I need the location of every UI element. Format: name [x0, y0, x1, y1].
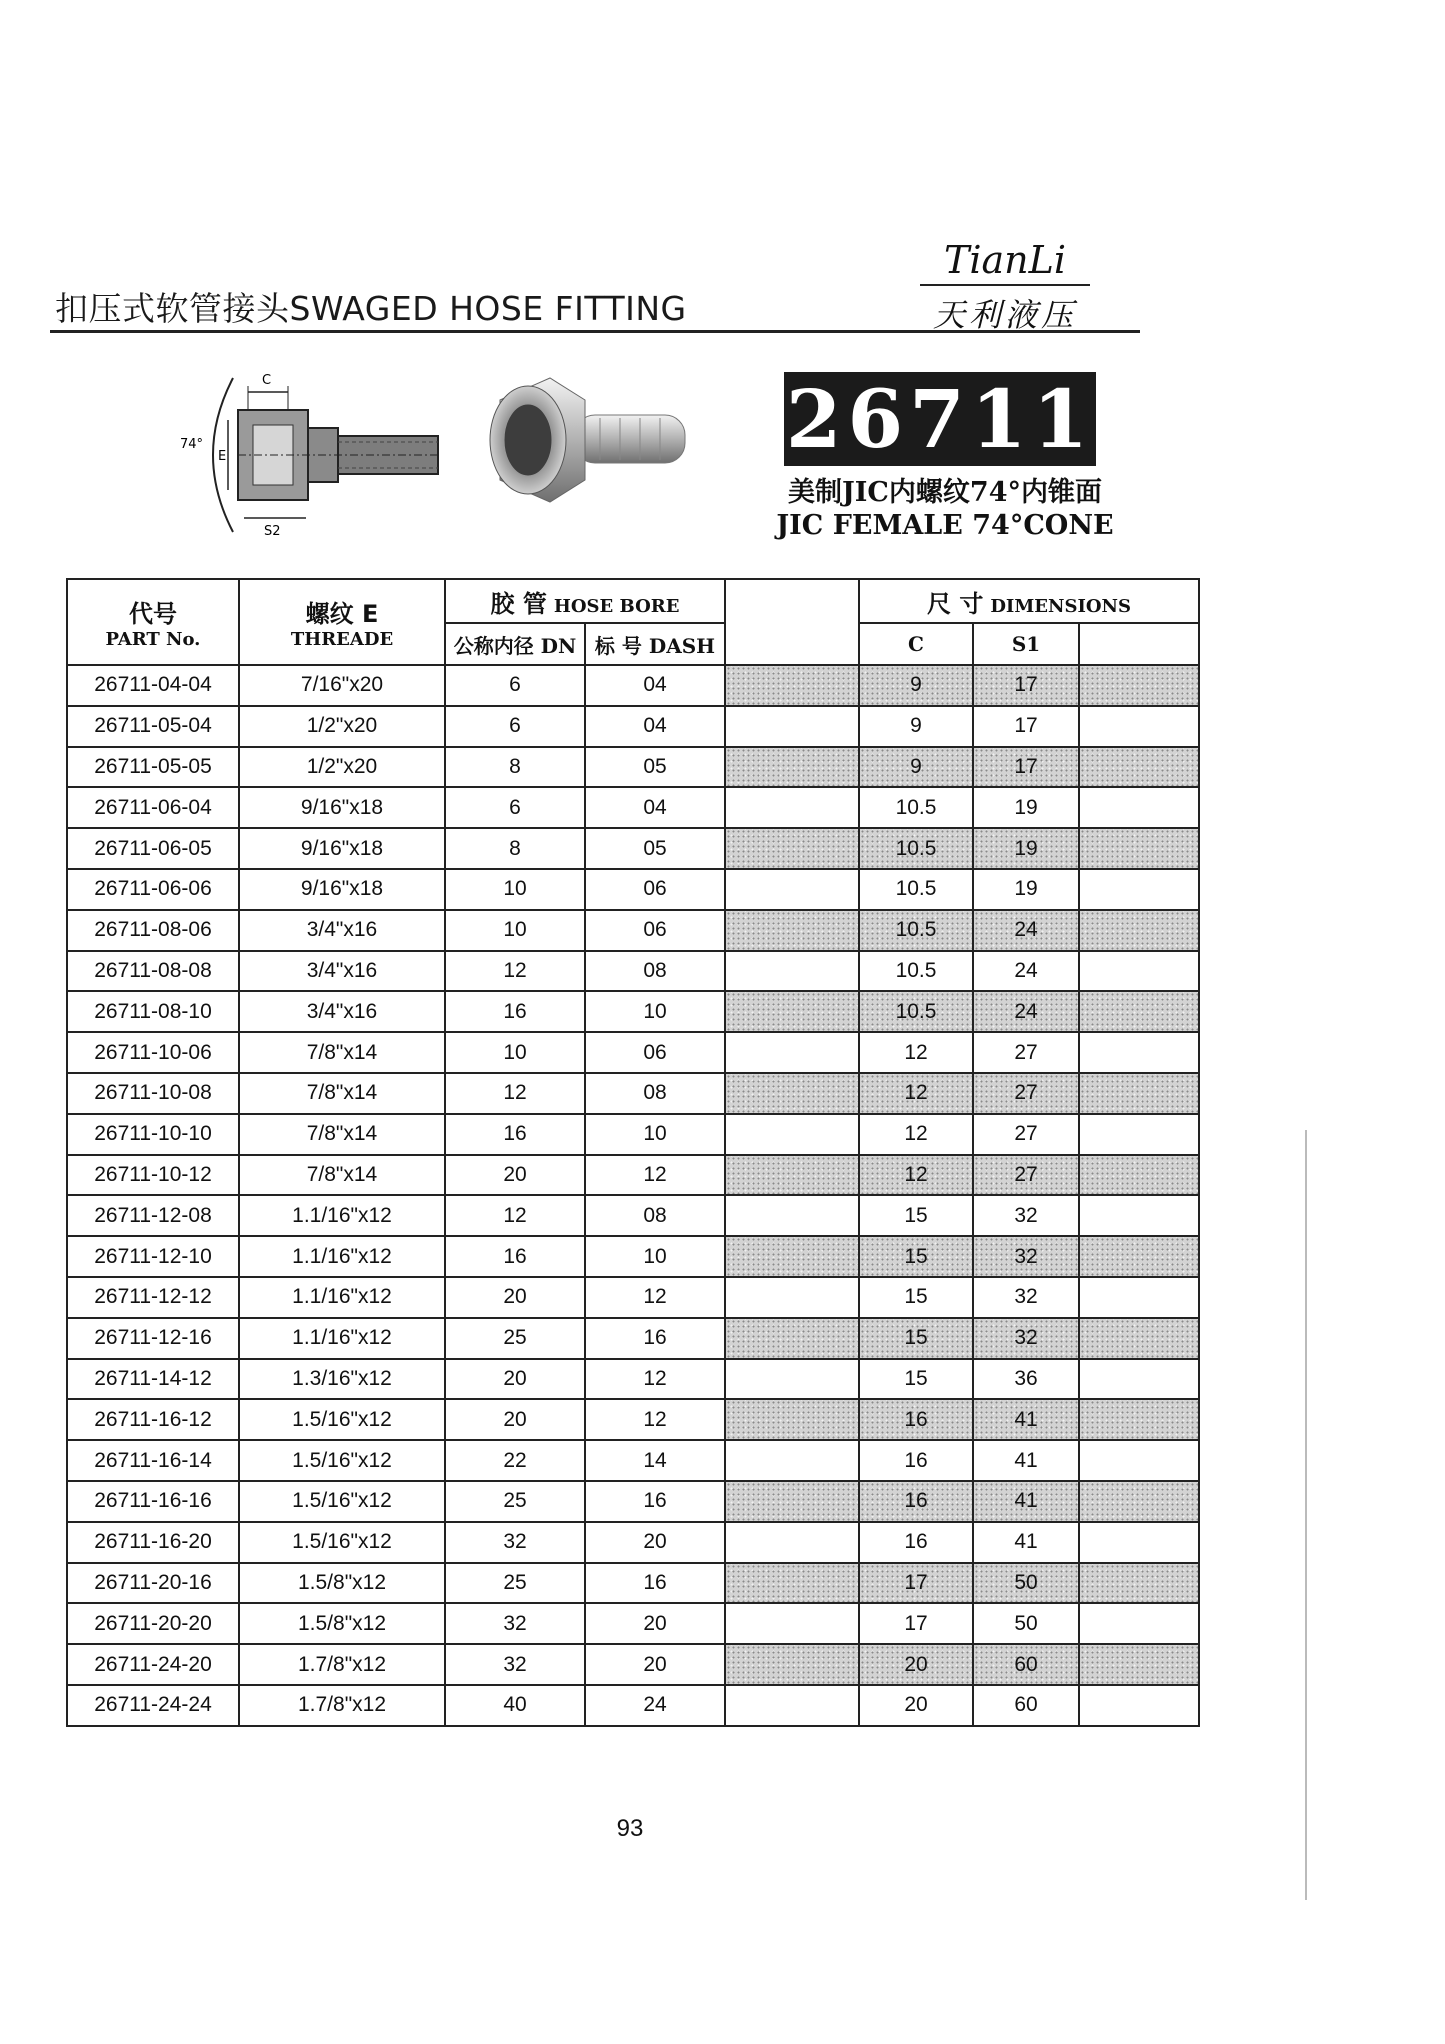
cell-c: 15 — [859, 1318, 973, 1359]
cell-part: 26711-08-08 — [67, 951, 239, 992]
table-row — [67, 706, 1199, 747]
cell-thread: 1.5/16"x12 — [239, 1440, 445, 1481]
cell-dn: 25 — [445, 1318, 585, 1359]
diagram-label-c: C — [262, 373, 272, 388]
header-dash: 标 号 DASH — [585, 623, 725, 665]
cell-dash: 08 — [585, 1195, 725, 1236]
cell-thread: 3/4"x16 — [239, 910, 445, 951]
cell-part: 26711-20-16 — [67, 1563, 239, 1604]
cell-dn: 20 — [445, 1399, 585, 1440]
cell-c: 10.5 — [859, 869, 973, 910]
table-row — [67, 1195, 1199, 1236]
diagram-label-angle: 74° — [180, 437, 204, 452]
product-description-cn: 美制JIC内螺纹74°内锥面 — [788, 477, 1102, 508]
cell-thread: 1.1/16"x12 — [239, 1277, 445, 1318]
cell-c: 10.5 — [859, 991, 973, 1032]
brand-name-cn: 天利液压 — [932, 296, 1077, 334]
cell-blank — [1079, 869, 1199, 910]
cell-c: 20 — [859, 1644, 973, 1685]
cell-blank — [725, 869, 859, 910]
cell-s1: 17 — [973, 706, 1079, 747]
cell-blank — [1079, 1032, 1199, 1073]
cell-dn: 6 — [445, 665, 585, 706]
table-row — [67, 991, 1199, 1032]
cell-dn: 16 — [445, 1236, 585, 1277]
cell-blank — [725, 1032, 859, 1073]
cell-c: 12 — [859, 1073, 973, 1114]
cell-c: 10.5 — [859, 910, 973, 951]
table-row — [67, 1644, 1199, 1685]
cell-s1: 27 — [973, 1073, 1079, 1114]
cell-blank — [1079, 1114, 1199, 1155]
cell-blank — [1079, 1685, 1199, 1726]
cell-thread: 1.5/16"x12 — [239, 1481, 445, 1522]
cell-blank — [725, 1603, 859, 1644]
cell-blank — [725, 1522, 859, 1563]
diagram-label-e: E — [218, 449, 227, 464]
table-row — [67, 1155, 1199, 1196]
cell-c: 12 — [859, 1114, 973, 1155]
cell-blank — [1079, 991, 1199, 1032]
cell-dash: 10 — [585, 1236, 725, 1277]
header-part-en: PART No. — [105, 629, 201, 650]
cell-s1: 32 — [973, 1318, 1079, 1359]
cell-c: 12 — [859, 1032, 973, 1073]
cell-dash: 08 — [585, 951, 725, 992]
table-row — [67, 1277, 1199, 1318]
cell-part: 26711-14-12 — [67, 1359, 239, 1400]
cell-thread: 1.5/16"x12 — [239, 1522, 445, 1563]
cell-s1: 60 — [973, 1644, 1079, 1685]
cell-blank — [1079, 1603, 1199, 1644]
cell-dn: 32 — [445, 1603, 585, 1644]
cell-s1: 41 — [973, 1522, 1079, 1563]
cell-dn: 16 — [445, 991, 585, 1032]
cell-c: 16 — [859, 1481, 973, 1522]
cell-dash: 16 — [585, 1318, 725, 1359]
cell-part: 26711-12-16 — [67, 1318, 239, 1359]
cell-s1: 41 — [973, 1481, 1079, 1522]
cell-s1: 19 — [973, 828, 1079, 869]
header-dimensions — [859, 579, 1199, 623]
cell-thread: 7/8"x14 — [239, 1155, 445, 1196]
cell-part: 26711-16-12 — [67, 1399, 239, 1440]
cell-dash: 06 — [585, 910, 725, 951]
cell-thread: 7/8"x14 — [239, 1114, 445, 1155]
cell-part: 26711-20-20 — [67, 1603, 239, 1644]
header-hose-bore — [445, 579, 725, 623]
cell-blank — [725, 1236, 859, 1277]
header-hose-en: HOSE BORE — [553, 595, 680, 617]
cell-thread: 9/16"x18 — [239, 828, 445, 869]
cell-dash: 12 — [585, 1399, 725, 1440]
cell-thread: 1.5/16"x12 — [239, 1399, 445, 1440]
table-row — [67, 1236, 1199, 1277]
cell-s1: 50 — [973, 1603, 1079, 1644]
cell-part: 26711-05-05 — [67, 747, 239, 788]
cell-blank — [725, 1155, 859, 1196]
cell-s1: 32 — [973, 1195, 1079, 1236]
cell-part: 26711-10-08 — [67, 1073, 239, 1114]
cell-part: 26711-16-14 — [67, 1440, 239, 1481]
cell-c: 10.5 — [859, 828, 973, 869]
cell-c: 10.5 — [859, 787, 973, 828]
cell-c: 10.5 — [859, 951, 973, 992]
table-row — [67, 1440, 1199, 1481]
cell-blank — [1079, 1195, 1199, 1236]
cell-blank — [725, 1277, 859, 1318]
cell-blank — [1079, 665, 1199, 706]
cell-blank — [725, 828, 859, 869]
cell-c: 9 — [859, 665, 973, 706]
brand-name-latin: TianLi — [920, 238, 1090, 286]
cell-dn: 8 — [445, 828, 585, 869]
cell-blank — [1079, 1440, 1199, 1481]
cell-dash: 08 — [585, 1073, 725, 1114]
cell-dn: 32 — [445, 1522, 585, 1563]
cell-part: 26711-24-24 — [67, 1685, 239, 1726]
cell-s1: 41 — [973, 1399, 1079, 1440]
header-dim-en: DIMENSIONS — [990, 595, 1131, 617]
cell-blank — [725, 1481, 859, 1522]
cell-blank — [1079, 1277, 1199, 1318]
table-row — [67, 747, 1199, 788]
cell-dn: 6 — [445, 706, 585, 747]
cell-blank — [725, 1195, 859, 1236]
cell-dash: 04 — [585, 665, 725, 706]
cell-s1: 36 — [973, 1359, 1079, 1400]
cell-part: 26711-16-20 — [67, 1522, 239, 1563]
cell-dash: 06 — [585, 869, 725, 910]
cell-s1: 32 — [973, 1236, 1079, 1277]
table-row — [67, 1603, 1199, 1644]
cell-blank — [1079, 1155, 1199, 1196]
cell-blank — [1079, 1359, 1199, 1400]
model-number-badge: 26711 — [785, 372, 1095, 466]
cell-s1: 27 — [973, 1114, 1079, 1155]
cell-dn: 8 — [445, 747, 585, 788]
table-row — [67, 1359, 1199, 1400]
header-dim-cn: 尺 寸 — [926, 589, 984, 618]
table-row — [67, 1481, 1199, 1522]
cell-dn: 10 — [445, 910, 585, 951]
cell-blank — [1079, 1481, 1199, 1522]
cell-thread: 1.5/8"x12 — [239, 1563, 445, 1604]
cell-thread: 9/16"x18 — [239, 787, 445, 828]
cell-part: 26711-24-20 — [67, 1644, 239, 1685]
cell-dn: 12 — [445, 951, 585, 992]
cell-part: 26711-12-12 — [67, 1277, 239, 1318]
cell-part: 26711-04-04 — [67, 665, 239, 706]
cell-c: 9 — [859, 747, 973, 788]
cell-dash: 16 — [585, 1563, 725, 1604]
header-thread-en: THREADE — [290, 629, 394, 650]
cell-dn: 16 — [445, 1114, 585, 1155]
header-thread-cn: 螺纹 E — [305, 600, 379, 628]
cell-thread: 3/4"x16 — [239, 951, 445, 992]
cell-dash: 12 — [585, 1359, 725, 1400]
cell-dn: 25 — [445, 1563, 585, 1604]
header-hose-cn: 胶 管 — [490, 589, 547, 618]
cell-blank — [725, 787, 859, 828]
product-description-en: JIC FEMALE 74°CONE — [776, 510, 1114, 541]
cell-dash: 16 — [585, 1481, 725, 1522]
fitting-cross-section-diagram — [178, 370, 448, 540]
cell-thread: 1/2"x20 — [239, 747, 445, 788]
cell-dash: 24 — [585, 1685, 725, 1726]
cell-dash: 06 — [585, 1032, 725, 1073]
cell-dash: 10 — [585, 991, 725, 1032]
cell-part: 26711-08-10 — [67, 991, 239, 1032]
page-title: 扣压式软管接头SWAGED HOSE FITTING — [55, 289, 687, 328]
cell-dash: 20 — [585, 1522, 725, 1563]
cell-part: 26711-06-05 — [67, 828, 239, 869]
cell-thread: 1.3/16"x12 — [239, 1359, 445, 1400]
cell-c: 15 — [859, 1195, 973, 1236]
cell-blank — [1079, 951, 1199, 992]
table-row — [67, 1685, 1199, 1726]
header-blank — [725, 579, 859, 665]
cell-blank — [725, 1399, 859, 1440]
cell-c: 16 — [859, 1440, 973, 1481]
cell-c: 12 — [859, 1155, 973, 1196]
cell-c: 15 — [859, 1236, 973, 1277]
cell-blank — [725, 1114, 859, 1155]
cell-dash: 12 — [585, 1155, 725, 1196]
cell-thread: 1.1/16"x12 — [239, 1195, 445, 1236]
cell-dn: 10 — [445, 1032, 585, 1073]
cell-blank — [1079, 1399, 1199, 1440]
cell-blank — [1079, 1522, 1199, 1563]
table-row — [67, 1032, 1199, 1073]
cell-part: 26711-08-06 — [67, 910, 239, 951]
cell-thread: 3/4"x16 — [239, 991, 445, 1032]
cell-blank — [1079, 1073, 1199, 1114]
table-row — [67, 951, 1199, 992]
cell-dn: 6 — [445, 787, 585, 828]
header-thread — [239, 579, 445, 665]
cell-part: 26711-12-08 — [67, 1195, 239, 1236]
cell-s1: 27 — [973, 1155, 1079, 1196]
cell-s1: 60 — [973, 1685, 1079, 1726]
header-blank-2 — [1079, 623, 1199, 665]
cell-s1: 50 — [973, 1563, 1079, 1604]
table-row — [67, 1563, 1199, 1604]
cell-blank — [1079, 1318, 1199, 1359]
cell-blank — [1079, 1644, 1199, 1685]
cell-dn: 25 — [445, 1481, 585, 1522]
header-c: C — [859, 623, 973, 665]
specification-table — [66, 578, 1200, 1727]
cell-blank — [1079, 706, 1199, 747]
table-row — [67, 1399, 1199, 1440]
brand-logo — [920, 238, 1090, 336]
cell-thread: 1.7/8"x12 — [239, 1685, 445, 1726]
table-row — [67, 1318, 1199, 1359]
cell-blank — [725, 706, 859, 747]
table-row — [67, 828, 1199, 869]
cell-blank — [725, 1440, 859, 1481]
header-s1: S1 — [973, 623, 1079, 665]
cell-s1: 17 — [973, 747, 1079, 788]
cell-part: 26711-06-04 — [67, 787, 239, 828]
cell-dash: 20 — [585, 1644, 725, 1685]
cell-blank — [725, 1563, 859, 1604]
cell-blank — [725, 991, 859, 1032]
table-row — [67, 1114, 1199, 1155]
cell-blank — [1079, 828, 1199, 869]
cell-c: 16 — [859, 1399, 973, 1440]
header-part-cn: 代号 — [129, 600, 177, 628]
cell-blank — [1079, 747, 1199, 788]
cell-blank — [725, 951, 859, 992]
cell-blank — [725, 1359, 859, 1400]
cell-part: 26711-10-12 — [67, 1155, 239, 1196]
cell-thread: 9/16"x18 — [239, 869, 445, 910]
cell-blank — [1079, 1563, 1199, 1604]
cell-dash: 20 — [585, 1603, 725, 1644]
table-row — [67, 910, 1199, 951]
page-number: 93 — [616, 1815, 644, 1842]
cell-dn: 20 — [445, 1155, 585, 1196]
cell-s1: 19 — [973, 787, 1079, 828]
cell-s1: 19 — [973, 869, 1079, 910]
table-row — [67, 1522, 1199, 1563]
cell-blank — [725, 1073, 859, 1114]
cell-dn: 40 — [445, 1685, 585, 1726]
cell-s1: 17 — [973, 665, 1079, 706]
cell-s1: 27 — [973, 1032, 1079, 1073]
cell-blank — [725, 1644, 859, 1685]
cell-c: 20 — [859, 1685, 973, 1726]
cell-dash: 12 — [585, 1277, 725, 1318]
cell-blank — [1079, 910, 1199, 951]
cell-part: 26711-10-10 — [67, 1114, 239, 1155]
cell-blank — [725, 1318, 859, 1359]
header-part-number — [67, 579, 239, 665]
diagram-label-s2: S2 — [264, 524, 281, 539]
table-row — [67, 1073, 1199, 1114]
cell-s1: 24 — [973, 910, 1079, 951]
cell-thread: 7/8"x14 — [239, 1032, 445, 1073]
cell-dash: 04 — [585, 787, 725, 828]
cell-s1: 24 — [973, 991, 1079, 1032]
cell-part: 26711-05-04 — [67, 706, 239, 747]
cell-dn: 32 — [445, 1644, 585, 1685]
cell-c: 17 — [859, 1603, 973, 1644]
header-dn: 公称内径 DN — [445, 623, 585, 665]
cell-dash: 05 — [585, 828, 725, 869]
cell-dash: 14 — [585, 1440, 725, 1481]
cell-dn: 12 — [445, 1195, 585, 1236]
cell-s1: 24 — [973, 951, 1079, 992]
cell-c: 9 — [859, 706, 973, 747]
cell-blank — [725, 910, 859, 951]
cell-thread: 1.5/8"x12 — [239, 1603, 445, 1644]
cell-dn: 20 — [445, 1359, 585, 1400]
cell-c: 17 — [859, 1563, 973, 1604]
cell-thread: 1.1/16"x12 — [239, 1236, 445, 1277]
table-row — [67, 787, 1199, 828]
cell-part: 26711-10-06 — [67, 1032, 239, 1073]
cell-s1: 32 — [973, 1277, 1079, 1318]
cell-blank — [725, 1685, 859, 1726]
cell-dn: 20 — [445, 1277, 585, 1318]
table-row — [67, 665, 1199, 706]
cell-part: 26711-12-10 — [67, 1236, 239, 1277]
cell-blank — [725, 665, 859, 706]
cell-thread: 7/8"x14 — [239, 1073, 445, 1114]
cell-dash: 05 — [585, 747, 725, 788]
cell-thread: 1.7/8"x12 — [239, 1644, 445, 1685]
cell-part: 26711-06-06 — [67, 869, 239, 910]
cell-dash: 04 — [585, 706, 725, 747]
cell-part: 26711-16-16 — [67, 1481, 239, 1522]
cell-blank — [1079, 787, 1199, 828]
cell-thread: 7/16"x20 — [239, 665, 445, 706]
cell-dn: 12 — [445, 1073, 585, 1114]
cell-dash: 10 — [585, 1114, 725, 1155]
cell-s1: 41 — [973, 1440, 1079, 1481]
cell-c: 16 — [859, 1522, 973, 1563]
table-row — [67, 869, 1199, 910]
fitting-photo — [480, 370, 690, 510]
cell-thread: 1/2"x20 — [239, 706, 445, 747]
cell-c: 15 — [859, 1359, 973, 1400]
cell-dn: 10 — [445, 869, 585, 910]
cell-c: 15 — [859, 1277, 973, 1318]
cell-blank — [725, 747, 859, 788]
cell-thread: 1.1/16"x12 — [239, 1318, 445, 1359]
scan-edge-line — [1305, 1130, 1307, 1900]
cell-blank — [1079, 1236, 1199, 1277]
cell-dn: 22 — [445, 1440, 585, 1481]
